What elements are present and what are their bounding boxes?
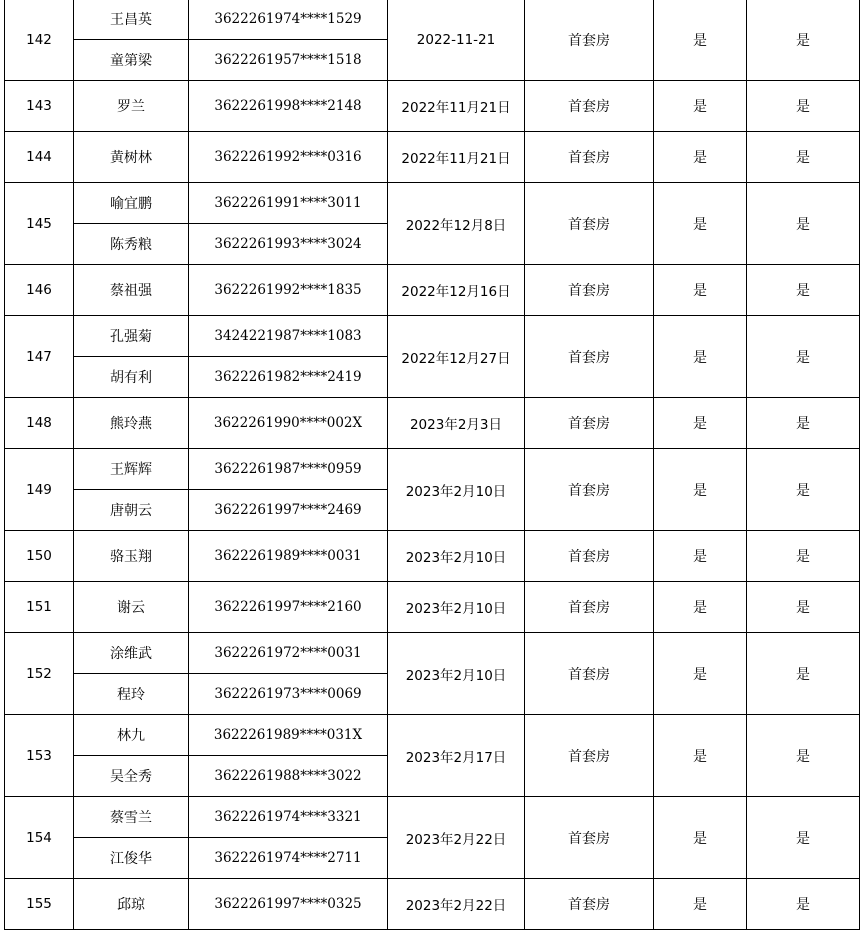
person-id-number: 3622261989****0031	[189, 531, 388, 582]
check-column-1: 是	[654, 797, 747, 879]
table-row	[5, 81, 860, 132]
table-row	[5, 265, 860, 316]
person-id-number: 3622261972****0031	[189, 633, 388, 674]
table-row	[5, 0, 860, 40]
check-column-2: 是	[747, 183, 860, 265]
person-id-number: 3622261993****3024	[189, 224, 388, 265]
check-column-2: 是	[747, 132, 860, 183]
person-name: 童第梁	[74, 40, 189, 81]
record-number: 147	[5, 316, 74, 398]
check-column-2: 是	[747, 316, 860, 398]
record-number: 143	[5, 81, 74, 132]
check-column-1: 是	[654, 132, 747, 183]
record-number: 151	[5, 582, 74, 633]
check-column-1: 是	[654, 0, 747, 81]
person-name: 谢云	[74, 582, 189, 633]
person-id-number: 3622261957****1518	[189, 40, 388, 81]
record-date: 2022年12月8日	[388, 183, 525, 265]
table-row	[5, 879, 860, 930]
housing-type: 首套房	[525, 633, 654, 715]
person-name: 林九	[74, 715, 189, 756]
table-row	[5, 183, 860, 224]
person-id-number: 3622261982****2419	[189, 357, 388, 398]
record-number: 153	[5, 715, 74, 797]
record-number: 148	[5, 398, 74, 449]
housing-type: 首套房	[525, 316, 654, 398]
table-row	[5, 531, 860, 582]
table-row	[5, 797, 860, 838]
person-id-number: 3622261991****3011	[189, 183, 388, 224]
person-name: 骆玉翔	[74, 531, 189, 582]
record-number: 142	[5, 0, 74, 81]
check-column-1: 是	[654, 449, 747, 531]
person-name: 胡有利	[74, 357, 189, 398]
record-number: 150	[5, 531, 74, 582]
housing-type: 首套房	[525, 81, 654, 132]
housing-type: 首套房	[525, 449, 654, 531]
check-column-1: 是	[654, 633, 747, 715]
person-id-number: 3622261997****0325	[189, 879, 388, 930]
person-name: 王昌英	[74, 0, 189, 40]
check-column-1: 是	[654, 398, 747, 449]
table-row	[5, 582, 860, 633]
person-name: 程玲	[74, 674, 189, 715]
check-column-2: 是	[747, 633, 860, 715]
records-table-body	[5, 0, 860, 930]
check-column-2: 是	[747, 398, 860, 449]
person-id-number: 3622261973****0069	[189, 674, 388, 715]
person-name: 涂维武	[74, 633, 189, 674]
record-date: 2023年2月22日	[388, 797, 525, 879]
person-name: 陈秀粮	[74, 224, 189, 265]
record-date: 2023年2月22日	[388, 879, 525, 930]
person-id-number: 3622261990****002X	[189, 398, 388, 449]
housing-type: 首套房	[525, 132, 654, 183]
check-column-2: 是	[747, 531, 860, 582]
check-column-1: 是	[654, 715, 747, 797]
person-id-number: 3622261988****3022	[189, 756, 388, 797]
records-table	[4, 0, 860, 930]
record-number: 154	[5, 797, 74, 879]
table-row	[5, 316, 860, 357]
housing-type: 首套房	[525, 398, 654, 449]
housing-type: 首套房	[525, 879, 654, 930]
record-date: 2023年2月10日	[388, 633, 525, 715]
person-name: 吴全秀	[74, 756, 189, 797]
person-id-number: 3622261974****1529	[189, 0, 388, 40]
check-column-2: 是	[747, 449, 860, 531]
check-column-2: 是	[747, 797, 860, 879]
check-column-1: 是	[654, 81, 747, 132]
check-column-2: 是	[747, 582, 860, 633]
check-column-1: 是	[654, 531, 747, 582]
record-number: 145	[5, 183, 74, 265]
table-row	[5, 715, 860, 756]
person-name: 罗兰	[74, 81, 189, 132]
record-date: 2023年2月3日	[388, 398, 525, 449]
housing-type: 首套房	[525, 265, 654, 316]
table-row	[5, 132, 860, 183]
record-date: 2023年2月17日	[388, 715, 525, 797]
person-name: 孔强菊	[74, 316, 189, 357]
check-column-2: 是	[747, 715, 860, 797]
check-column-1: 是	[654, 183, 747, 265]
record-date: 2023年2月10日	[388, 531, 525, 582]
housing-type: 首套房	[525, 0, 654, 81]
check-column-1: 是	[654, 879, 747, 930]
check-column-2: 是	[747, 265, 860, 316]
record-number: 155	[5, 879, 74, 930]
person-id-number: 3622261997****2160	[189, 582, 388, 633]
record-number: 149	[5, 449, 74, 531]
record-date: 2022年11月21日	[388, 81, 525, 132]
record-date: 2023年2月10日	[388, 582, 525, 633]
person-name: 蔡祖强	[74, 265, 189, 316]
record-number: 144	[5, 132, 74, 183]
person-id-number: 3622261998****2148	[189, 81, 388, 132]
record-date: 2022年11月21日	[388, 132, 525, 183]
check-column-1: 是	[654, 582, 747, 633]
housing-type: 首套房	[525, 531, 654, 582]
check-column-2: 是	[747, 81, 860, 132]
housing-type: 首套房	[525, 183, 654, 265]
housing-type: 首套房	[525, 582, 654, 633]
person-id-number: 3622261974****2711	[189, 838, 388, 879]
check-column-1: 是	[654, 316, 747, 398]
check-column-1: 是	[654, 265, 747, 316]
record-date: 2023年2月10日	[388, 449, 525, 531]
person-id-number: 3622261992****0316	[189, 132, 388, 183]
check-column-2: 是	[747, 0, 860, 81]
housing-type: 首套房	[525, 797, 654, 879]
table-row	[5, 398, 860, 449]
person-id-number: 3424221987****1083	[189, 316, 388, 357]
record-date: 2022-11-21	[388, 0, 525, 81]
table-row	[5, 449, 860, 490]
housing-type: 首套房	[525, 715, 654, 797]
person-id-number: 3622261997****2469	[189, 490, 388, 531]
person-name: 黄树林	[74, 132, 189, 183]
person-name: 王辉辉	[74, 449, 189, 490]
person-name: 邱琼	[74, 879, 189, 930]
person-name: 江俊华	[74, 838, 189, 879]
person-id-number: 3622261989****031X	[189, 715, 388, 756]
person-id-number: 3622261992****1835	[189, 265, 388, 316]
person-id-number: 3622261987****0959	[189, 449, 388, 490]
person-name: 蔡雪兰	[74, 797, 189, 838]
record-date: 2022年12月16日	[388, 265, 525, 316]
person-name: 熊玲燕	[74, 398, 189, 449]
person-name: 唐朝云	[74, 490, 189, 531]
record-number: 146	[5, 265, 74, 316]
record-date: 2022年12月27日	[388, 316, 525, 398]
table-row	[5, 633, 860, 674]
check-column-2: 是	[747, 879, 860, 930]
record-number: 152	[5, 633, 74, 715]
person-name: 喻宜鹏	[74, 183, 189, 224]
person-id-number: 3622261974****3321	[189, 797, 388, 838]
